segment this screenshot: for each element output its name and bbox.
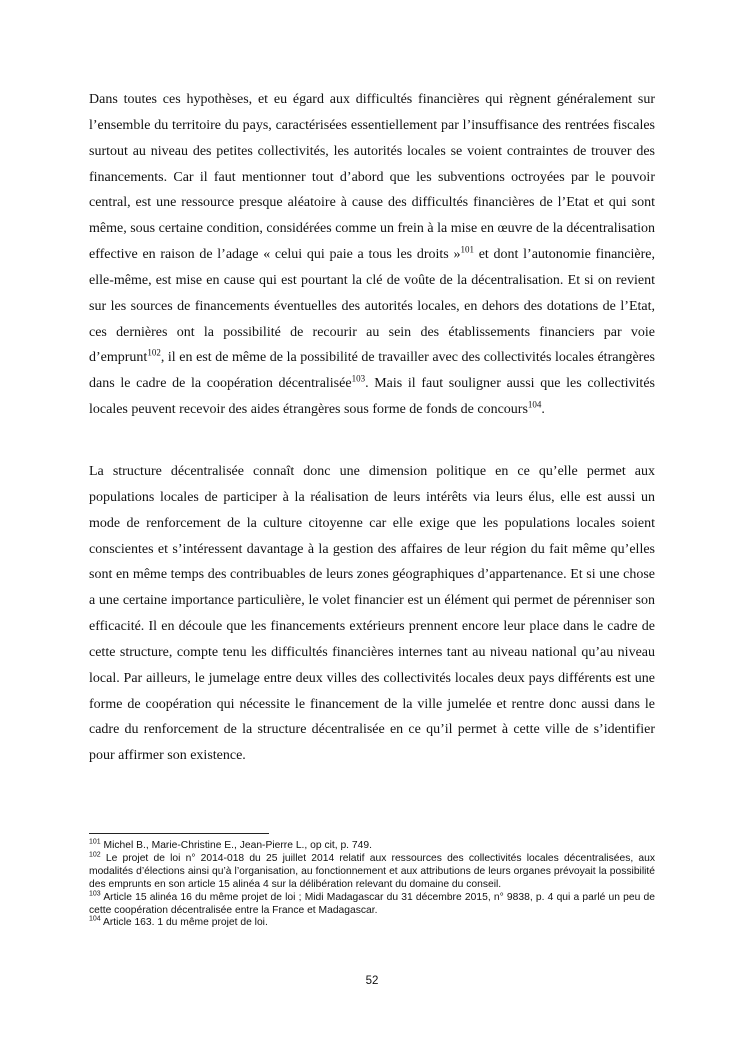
page-number: 52 bbox=[365, 975, 379, 987]
body-paragraph-1 bbox=[89, 87, 655, 423]
footnote-104 bbox=[89, 917, 655, 930]
paragraph-1-text-segment-5: . bbox=[541, 402, 545, 418]
footnote-text: Article 163. 1 du même projet de loi. bbox=[100, 917, 268, 929]
footnote-reference-102[interactable]: 102 bbox=[147, 347, 161, 358]
footnotes-section bbox=[89, 840, 655, 930]
footnote-number: 102 bbox=[89, 851, 101, 859]
paragraph-1-text-segment-3: , il en est de même de la possibilité de travailler avec des collectivités locales étrangères dans le cadre de la coopération décentralisée bbox=[89, 350, 655, 392]
footnote-separator bbox=[89, 833, 269, 834]
footnote-text: Michel B., Marie-Christine E., Jean-Pierre L., op cit, p. 749. bbox=[100, 840, 372, 851]
paragraph-1-text-segment-2: et dont l’autonomie financière, elle-même, est mise en cause qui est pourtant la clé de voûte de la décentralisation. Et si on revient sur les sources de financements éventuelles des autorités locales, en dehors des dotations de l’Etat, ces dernières ont la possibilité de recourir au sein des établissements financiers par voie d’emprunt bbox=[89, 247, 655, 366]
footnote-reference-103[interactable]: 103 bbox=[351, 373, 366, 384]
footnote-number: 104 bbox=[89, 916, 101, 924]
footnote-text: Article 15 alinéa 16 du même projet de loi ; Midi Madagascar du 31 décembre 2015, n° 9838, p. 4 qui a parlé un peu de cette coopération décentralisée entre la France et Madagascar. bbox=[89, 891, 655, 916]
footnote-number: 103 bbox=[89, 890, 101, 898]
paragraph-1-text-segment-1: Dans toutes ces hypothèses, et eu égard aux difficultés financières qui règnent généralement sur l’ensemble du territoire du pays, caractérisées essentiellement par l’insuffisance des rentrées fiscales surtout au niveau des petites collectivités, les autorités locales se voient contraintes de trouver des financements. Car il faut mentionner tout d’abord que les subventions octroyées par le pouvoir central, est une ressource presque aléatoire à cause des difficultés financières de l’Etat et qui sont même, sous certaine condition, considérées comme un frein à la mise en œuvre de la décentralisation effective en raison de l’adage « celui qui paie a tous les droits » bbox=[89, 92, 655, 263]
footnote-number: 101 bbox=[89, 838, 101, 846]
body-paragraph-2: La structure décentralisée connaît donc une dimension politique en ce qu’elle permet aux populations locales de participer à la réalisation de leurs intérêts via leurs élus, elle est aussi un mode de renforcement de la culture citoyenne car elle exige que les populations locales soient conscientes et s’intéressent davantage à la gestion des affaires de leur région du fait même qu’elles sont en même temps des contribuables de leurs zones géographiques d’appartenance. Et si une chose a une certaine importance particulière, le volet financier est un élément qui permet de pérenniser son efficacité. Il en découle que les financements extérieurs prennent encore leur place dans le cadre de cette structure, compte tenu les difficultés financières internes tant au niveau national qu’au niveau local. Par ailleurs, le jumelage entre deux villes des collectivités locales deux pays différents est une forme de coopération qui nécessite le financement de la ville jumelée et rentre donc aussi dans le cadre du renforcement de la structure décentralisée en ce qu’il permet à cette ville de s’identifier pour affirmer son existence. bbox=[89, 464, 655, 764]
footnote-reference-104[interactable]: 104 bbox=[527, 399, 542, 410]
footnote-text: Le projet de loi n° 2014-018 du 25 juillet 2014 relatif aux ressources des collectivités locales décentralisées, aux modalités d’élections ainsi qu’à l’organisation, au fonctionnement et aux attributions de leurs organes prévoyait la possibilité des emprunts en son article 15 alinéa 4 sur la délibération relevant du domaine du conseil. bbox=[89, 852, 655, 890]
footnote-103 bbox=[89, 892, 655, 918]
footnote-102 bbox=[89, 853, 655, 892]
footnote-101 bbox=[89, 840, 655, 853]
paragraph-1-text-segment-4: . Mais il faut souligner aussi que les collectivités locales peuvent recevoir des aides étrangères sous forme de fonds de concours bbox=[89, 376, 655, 418]
footnote-reference-101[interactable]: 101 bbox=[460, 244, 474, 255]
